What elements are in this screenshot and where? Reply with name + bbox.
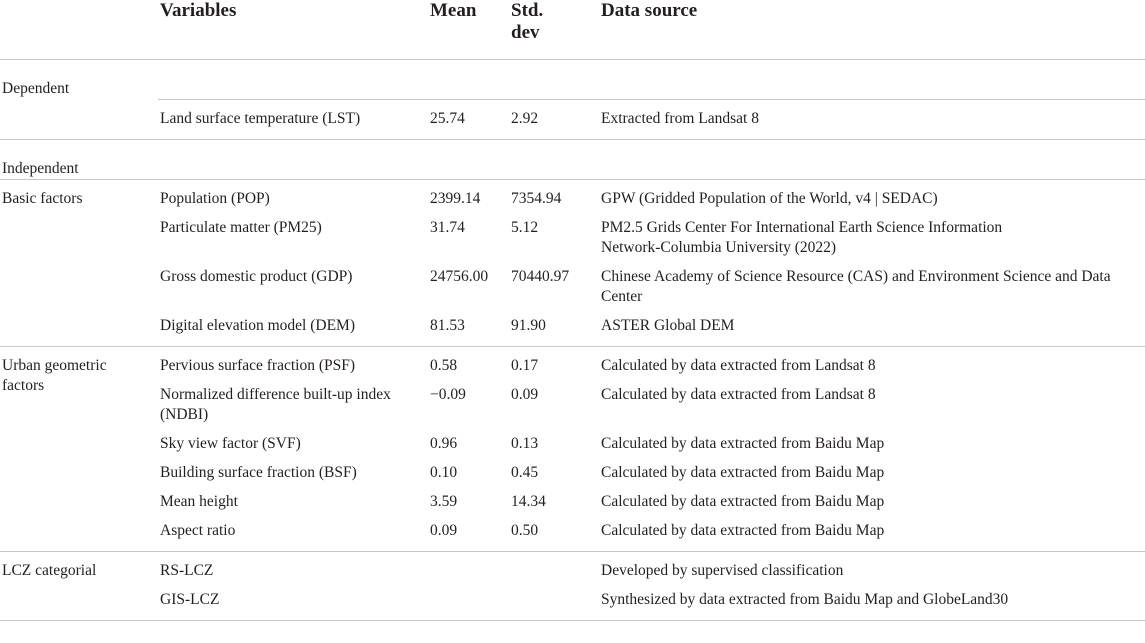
- variable-cell: Land surface temperature (LST): [158, 99, 428, 139]
- source-cell: Calculated by data extracted from Baidu Map: [599, 512, 1145, 552]
- source-line1: PM2.5 Grids Center For International Earth Science Information: [601, 218, 1003, 236]
- mean-cell: [428, 551, 509, 581]
- header-std-line1: Std.: [511, 0, 544, 21]
- mean-cell: [428, 581, 509, 621]
- table-row: [0, 209, 1145, 258]
- mean-cell: 25.74: [428, 99, 509, 139]
- header-mean: Mean: [428, 0, 509, 59]
- table-row: [0, 376, 1145, 425]
- table-row: [0, 346, 1145, 376]
- source-cell: Calculated by data extracted from Baidu Map: [601, 463, 885, 481]
- mean-cell: 0.58: [430, 356, 458, 374]
- std-cell: 2.92: [509, 99, 599, 139]
- variable-cell: RS-LCZ: [160, 561, 214, 579]
- table-row: [0, 483, 1145, 512]
- source-cell: Calculated by data extracted from Landsat 8: [601, 356, 876, 374]
- header-data-source: Data source: [599, 0, 1145, 59]
- table-row: [0, 258, 1145, 307]
- section-row-dependent: [0, 59, 1145, 99]
- variable-cell: Population (POP): [160, 189, 270, 207]
- mean-cell: 0.10: [430, 463, 458, 481]
- std-cell: [509, 551, 599, 581]
- table-row: [0, 425, 1145, 454]
- variable-cell: Particulate matter (PM25): [160, 218, 322, 236]
- std-cell: 0.45: [511, 463, 539, 481]
- variable-cell: Sky view factor (SVF): [160, 434, 301, 452]
- table-row: [0, 307, 1145, 347]
- group-label-urban: [0, 346, 158, 425]
- std-cell: 14.34: [511, 492, 546, 510]
- source-cell: Calculated by data extracted from Baidu Map: [601, 434, 885, 452]
- source-cell: Extracted from Landsat 8: [599, 99, 1145, 139]
- source-cell: ASTER Global DEM: [599, 307, 1145, 347]
- table-row: [0, 551, 1145, 581]
- variable-line1: Normalized difference built-up index: [160, 385, 391, 403]
- source-cell: Calculated by data extracted from Landsat 8: [601, 385, 876, 403]
- mean-cell: 24756.00: [430, 267, 489, 285]
- variable-line2: (NDBI): [160, 405, 209, 423]
- table-row: [0, 454, 1145, 483]
- variable-cell: Digital elevation model (DEM): [158, 307, 428, 347]
- source-line2: Center: [601, 287, 643, 305]
- std-cell: 0.09: [511, 385, 539, 403]
- group-label-lcz: LCZ categorial: [2, 561, 97, 579]
- variable-cell: Aspect ratio: [158, 512, 428, 552]
- variable-cell: Pervious surface fraction (PSF): [160, 356, 355, 374]
- std-cell: 70440.97: [511, 267, 570, 285]
- source-cell: [599, 209, 1145, 258]
- mean-cell: 0.96: [430, 434, 458, 452]
- variable-cell: [158, 376, 428, 425]
- header-std-dev: [509, 0, 599, 59]
- std-cell: 5.12: [511, 218, 539, 236]
- header-category: [0, 0, 158, 59]
- section-row-independent: [0, 139, 1145, 179]
- std-cell: 0.50: [509, 512, 599, 552]
- mean-cell: −0.09: [430, 385, 466, 403]
- header-row: [0, 0, 1145, 59]
- source-cell: GPW (Gridded Population of the World, v4 | SEDAC): [601, 189, 938, 207]
- source-cell: [599, 258, 1145, 307]
- mean-cell: 0.09: [428, 512, 509, 552]
- std-cell: [509, 581, 599, 621]
- source-cell: Calculated by data extracted from Baidu Map: [601, 492, 885, 510]
- group-label-urban-line1: Urban geometric: [2, 356, 107, 374]
- std-cell: 91.90: [509, 307, 599, 347]
- table-row: [0, 179, 1145, 209]
- header-variables: Variables: [158, 0, 428, 59]
- mean-cell: 3.59: [430, 492, 458, 510]
- group-label-urban-line2: factors: [2, 376, 45, 394]
- variable-cell: Gross domestic product (GDP): [160, 267, 353, 285]
- source-line1: Chinese Academy of Science Resource (CAS) and Environment Science and Data: [601, 267, 1111, 285]
- table-row: [0, 99, 1145, 139]
- std-cell: 0.17: [511, 356, 539, 374]
- source-cell: Developed by supervised classification: [601, 561, 844, 579]
- source-line2: Network-Columbia University (2022): [601, 238, 837, 256]
- std-cell: 0.13: [511, 434, 539, 452]
- group-label-basic: Basic factors: [2, 189, 83, 207]
- mean-cell: 2399.14: [430, 189, 481, 207]
- variable-cell: GIS-LCZ: [158, 581, 428, 621]
- header-std-line2: dev: [511, 22, 540, 43]
- section-label-independent: Independent: [0, 139, 158, 179]
- variable-cell: Building surface fraction (BSF): [160, 463, 357, 481]
- table-row: [0, 581, 1145, 621]
- std-cell: 7354.94: [511, 189, 562, 207]
- mean-cell: 31.74: [430, 218, 465, 236]
- source-cell: Synthesized by data extracted from Baidu Map and GlobeLand30: [599, 581, 1145, 621]
- table-row: [0, 512, 1145, 552]
- section-label-dependent: Dependent: [2, 79, 70, 97]
- variable-cell: Mean height: [160, 492, 238, 510]
- mean-cell: 81.53: [428, 307, 509, 347]
